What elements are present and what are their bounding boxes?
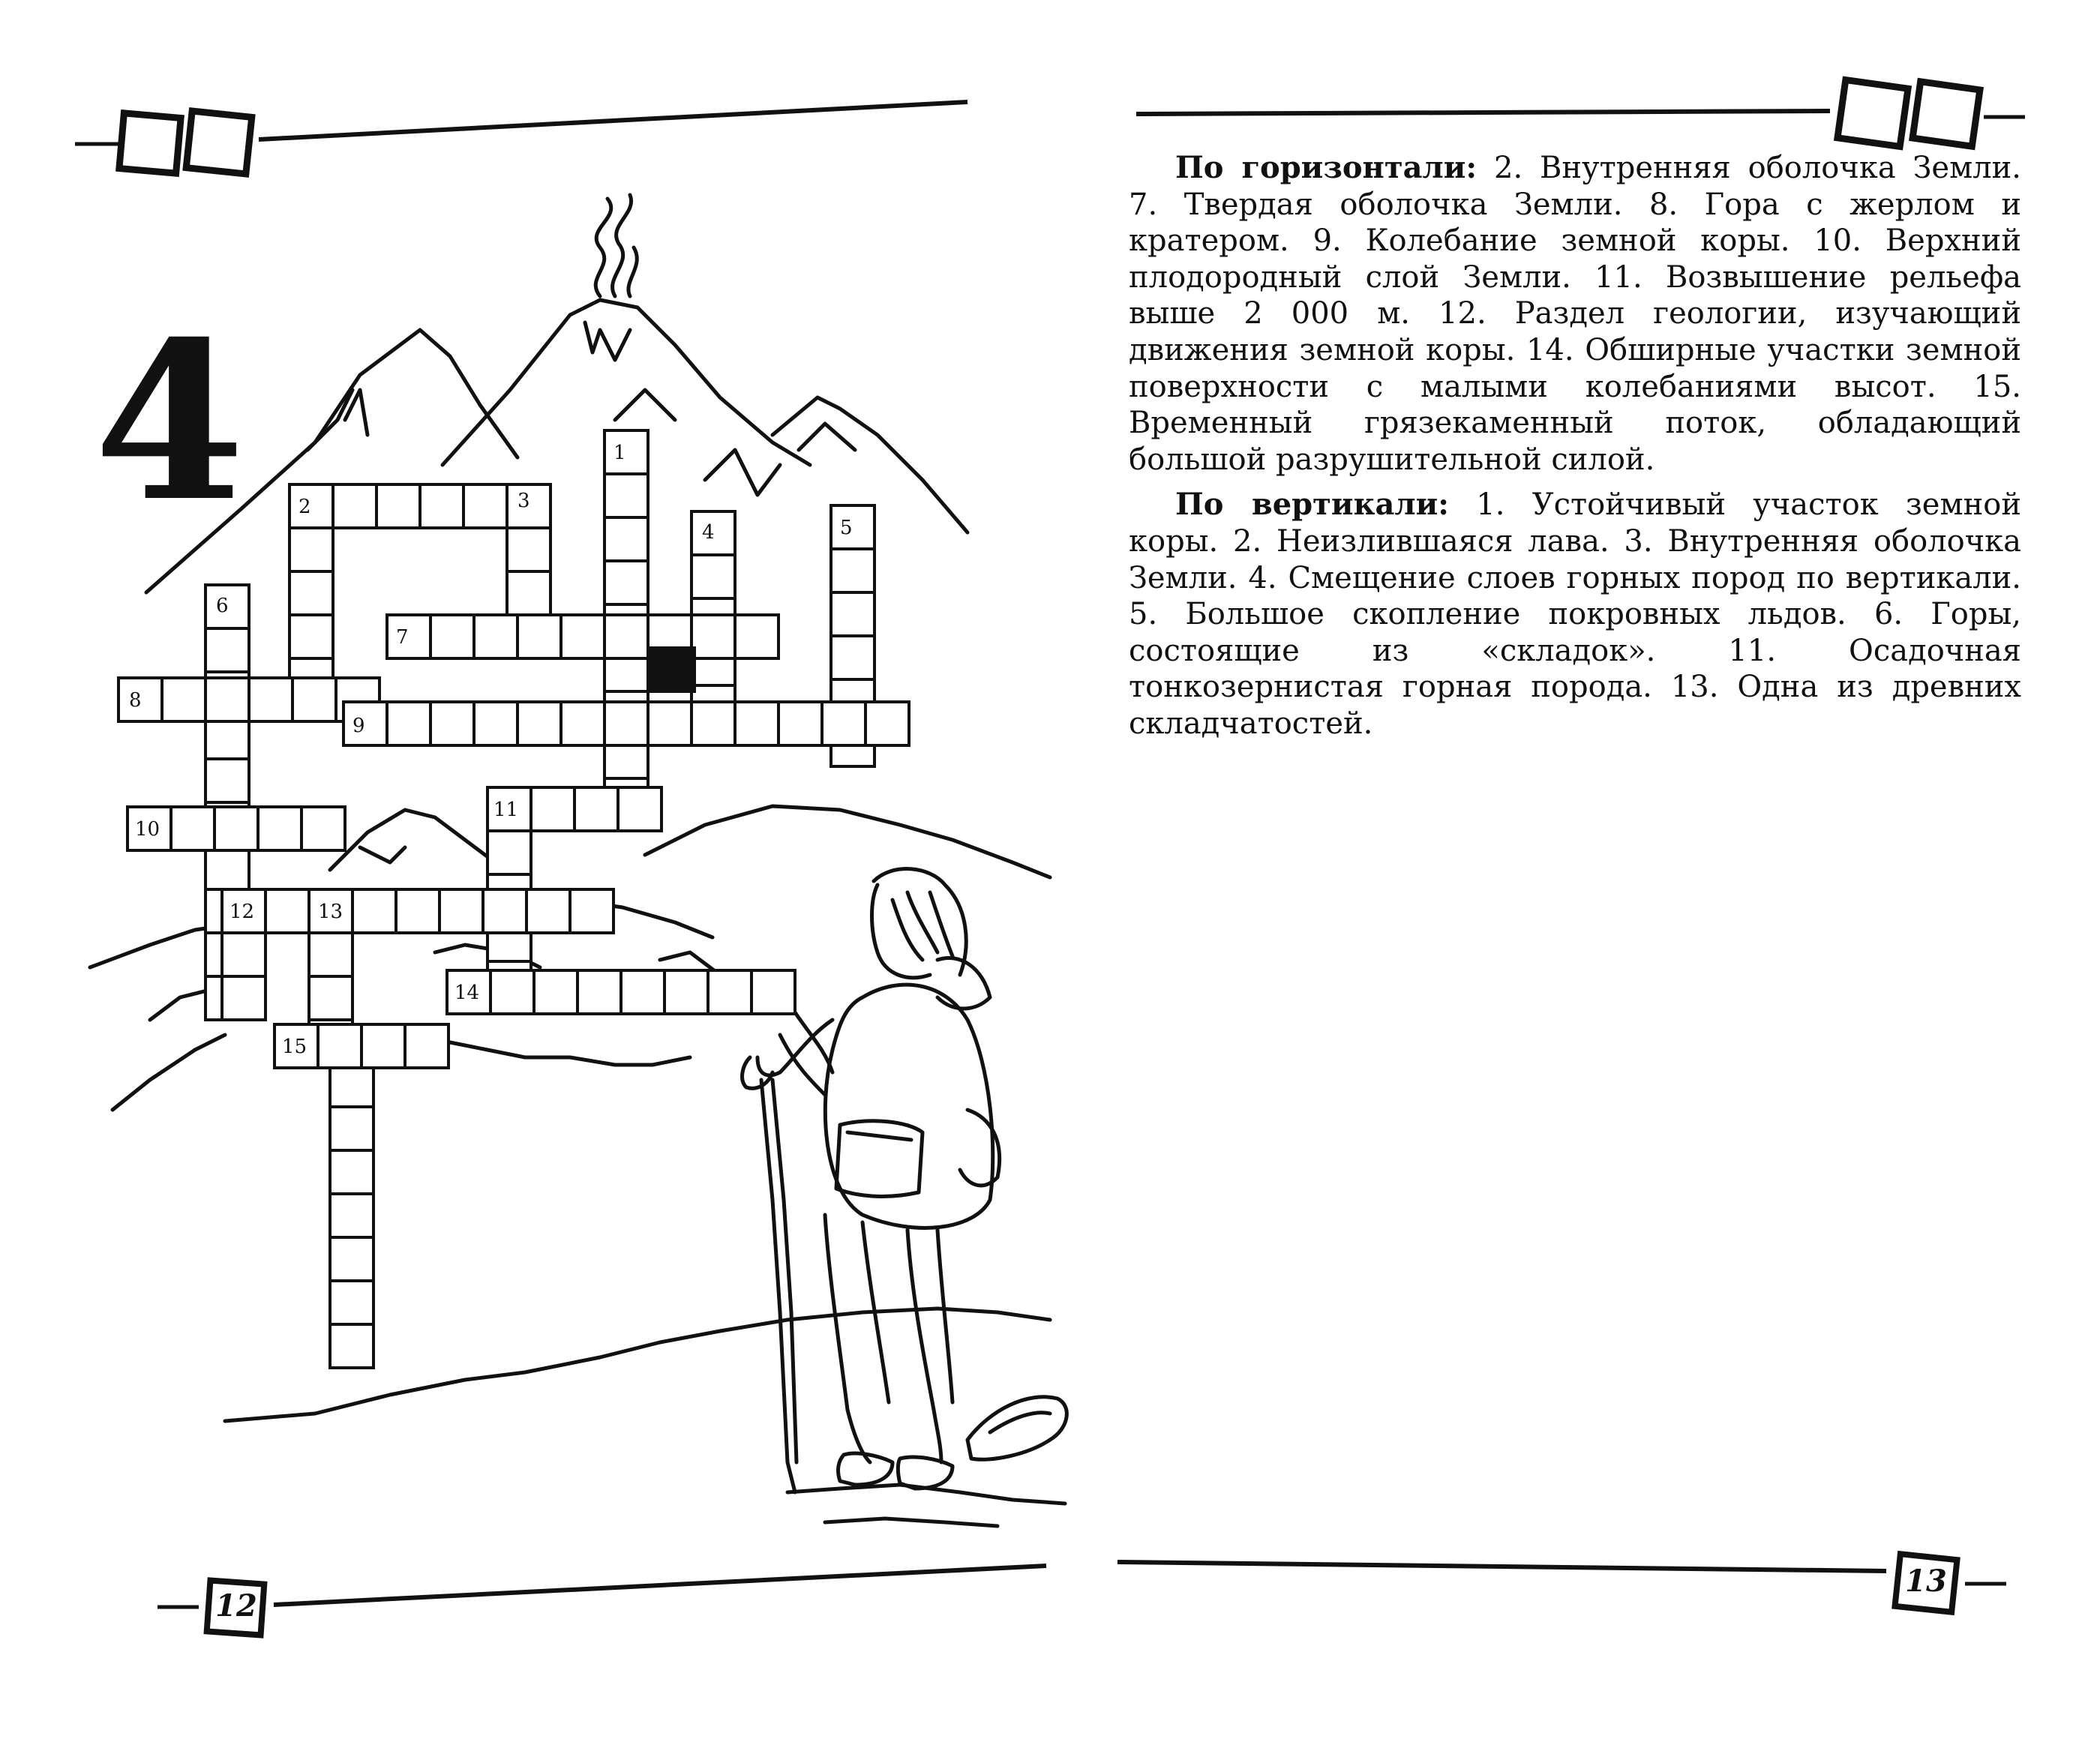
down-text: 1. Устойчивый участок земной коры. 2. Неизлившаяся лава. 3. Внутренняя оболочка Земли. 4. Смещение слоев горных пород по вертикали. 5. Большое скопление покровных льдов. 6. Горы, состоящие из «складок». 11. Осадочная тонкозернистая горная порода. 13. Одна из древних складчатостей.	[1129, 487, 2021, 741]
across-heading: По горизонтали:	[1175, 150, 1478, 185]
clue-number-15: 15	[282, 1036, 308, 1058]
page-number-right: 13	[1905, 1564, 1947, 1599]
crossword-grid	[118, 430, 909, 1368]
task-number: 4	[94, 295, 245, 550]
header-ornament-right	[1136, 80, 2025, 147]
page-number-left: 12	[215, 1588, 257, 1624]
clue-number-12: 12	[230, 901, 255, 923]
black-cell	[651, 648, 694, 691]
clue-number-4: 4	[702, 521, 715, 544]
header-ornament-left	[75, 102, 968, 174]
clue-number-7: 7	[396, 626, 409, 649]
clue-number-13: 13	[318, 901, 344, 923]
clues-block	[1129, 150, 2021, 751]
clue-number-1: 1	[614, 442, 626, 464]
clue-number-14: 14	[454, 982, 480, 1004]
down-clues	[1129, 487, 2021, 742]
across-clues	[1129, 150, 2021, 478]
clue-number-3: 3	[518, 490, 530, 512]
clue-number-5: 5	[840, 517, 853, 539]
hiker-figure	[742, 869, 1067, 1492]
clue-number-2: 2	[298, 496, 311, 518]
footer-ornament-right	[1118, 1554, 2006, 1612]
across-text: 2. Внутренняя оболочка Земли. 7. Твердая оболочка Земли. 8. Гора с жерлом и кратером. 9. Колебание земной коры. 10. Верхний плодородный слой Земли. 11. Возвышение рельефа выше 2 000 м. 12. Раздел геологии, изучающий движения земной коры. 14. Обширные участки земной поверхности с малыми колебаниями высот. 15. Временный грязекаменный поток, обладающий большой разрушительной силой.	[1129, 151, 2021, 477]
clue-number-9: 9	[352, 715, 365, 737]
clue-number-11: 11	[494, 799, 519, 821]
clue-number-6: 6	[216, 595, 229, 617]
clue-number-8: 8	[129, 689, 142, 712]
down-heading: По вертикали:	[1175, 487, 1450, 523]
footer-ornament-left	[158, 1566, 1046, 1635]
clue-number-10: 10	[135, 818, 160, 841]
